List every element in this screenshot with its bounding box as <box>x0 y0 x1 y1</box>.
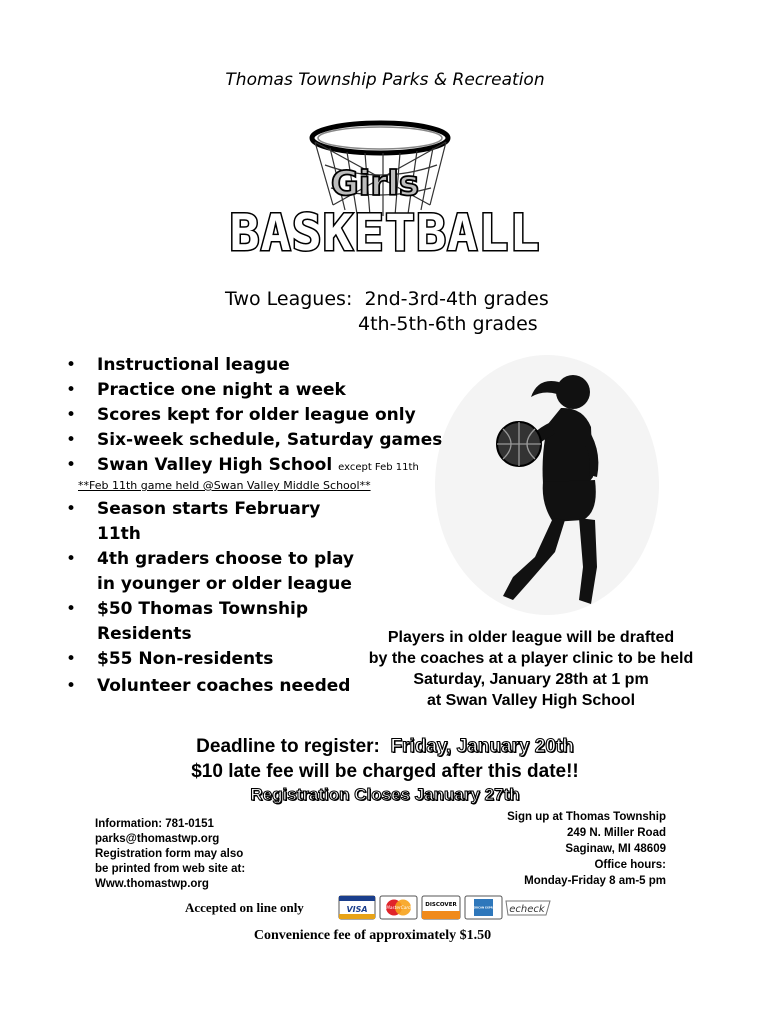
visa-card-icon <box>339 896 375 919</box>
accepted-online-note: Accepted on line only <box>185 900 304 915</box>
payment-cards <box>338 893 553 923</box>
bullet-list-top <box>66 353 446 480</box>
list-item: • Swan Valley High School except Feb 11th <box>66 453 446 480</box>
leagues-block <box>225 287 549 337</box>
svg-text:echeck: echeck <box>509 904 545 915</box>
svg-text:DISCOVER: DISCOVER <box>425 902 457 908</box>
list-item: • Scores kept for older league only <box>66 403 446 428</box>
list-item: • Season starts February 11th <box>66 497 366 547</box>
list-item: • Instructional league <box>66 353 446 378</box>
contact-info: Information: 781-0151 parks@thomastwp.org Registration form may also be printed from web site at: Www.thomastwp.org <box>95 818 246 890</box>
list-item: • Practice one night a week <box>66 378 446 403</box>
registration-closes: Registration Closes January 27th <box>250 785 520 804</box>
organization-header: Thomas Township Parks & Recreation <box>225 70 545 90</box>
leagues-label: Two Leagues: <box>225 288 353 310</box>
basketball-hoop-icon <box>175 110 595 270</box>
list-item: • Volunteer coaches needed <box>66 674 366 699</box>
discover-card-icon <box>422 896 460 919</box>
svg-text:AMERICAN EXPRESS: AMERICAN EXPRESS <box>468 906 499 910</box>
late-fee-note: $10 late fee will be charged after this date!! <box>191 761 579 782</box>
list-item: • Six-week schedule, Saturday games <box>66 428 446 453</box>
basketball-player-silhouette-icon <box>433 352 661 618</box>
bullet-list-bottom <box>66 497 366 699</box>
signup-info: Sign up at Thomas Township 249 N. Miller Road Saginaw, MI 48609 Office hours: Monday-Friday 8 am-5 pm <box>507 811 666 887</box>
except-note: except Feb 11th <box>338 462 419 473</box>
echeck-icon <box>506 901 550 915</box>
leagues-row-2: 4th-5th-6th grades <box>358 313 538 335</box>
convenience-fee-note: Convenience fee of approximately $1.50 <box>253 928 492 943</box>
svg-text:MasterCard: MasterCard <box>386 906 411 911</box>
logo-girls-text: Girls <box>330 164 420 204</box>
list-item: • $50 Thomas Township Residents <box>66 597 366 647</box>
deadline-label: Deadline to register: <box>196 736 380 757</box>
mastercard-card-icon <box>380 896 417 919</box>
logo-basketball-text: BASKETBALL <box>229 204 541 262</box>
leagues-row-1: 2nd-3rd-4th grades <box>364 288 549 310</box>
clinic-info: Players in older league will be drafted by the coaches at a player clinic to be held Saturday, January 28th at 1 pm at Swan Valley High School <box>368 629 694 709</box>
amex-card-icon <box>465 896 502 919</box>
deadline-date: Friday, January 20th <box>390 736 574 757</box>
middle-school-note: **Feb 11th game held @Swan Valley Middle School** <box>78 479 371 492</box>
deadline-block <box>0 734 770 806</box>
svg-text:VISA: VISA <box>346 905 368 914</box>
list-item: • 4th graders choose to play in younger or older league <box>66 547 366 597</box>
list-item: • $55 Non-residents <box>66 647 366 672</box>
